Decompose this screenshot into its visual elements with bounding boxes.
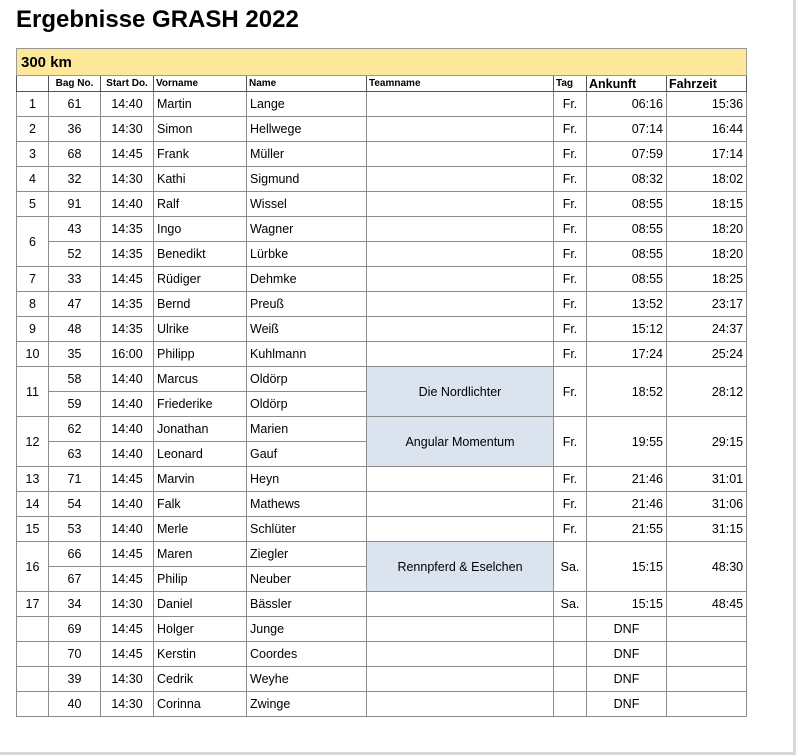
firstname-cell: Corinna [154,692,247,717]
firstname-cell: Kerstin [154,642,247,667]
rank-cell: 7 [17,267,49,292]
firstname-cell: Frank [154,142,247,167]
rank-cell [17,667,49,692]
day-cell: Sa. [554,592,587,617]
time-cell: 18:20 [667,217,747,242]
firstname-cell: Maren [154,542,247,567]
team-cell: Angular Momentum [367,417,554,467]
day-cell: Fr. [554,492,587,517]
bag-cell: 48 [49,317,101,342]
table-row [17,367,747,392]
bag-cell: 61 [49,92,101,117]
arrival-cell: 08:55 [587,267,667,292]
firstname-cell: Jonathan [154,417,247,442]
table-row [17,92,747,117]
time-cell: 24:37 [667,317,747,342]
firstname-cell: Benedikt [154,242,247,267]
bag-cell: 66 [49,542,101,567]
firstname-cell: Ralf [154,192,247,217]
table-row [17,117,747,142]
team-cell [367,517,554,542]
start-cell: 14:45 [101,567,154,592]
team-cell [367,342,554,367]
header-rank [17,76,49,92]
day-cell: Fr. [554,292,587,317]
arrival-cell: 08:55 [587,217,667,242]
arrival-cell: 18:52 [587,367,667,417]
start-cell: 14:45 [101,467,154,492]
rank-cell: 5 [17,192,49,217]
time-cell: 16:44 [667,117,747,142]
rank-cell: 14 [17,492,49,517]
lastname-cell: Gauf [247,442,367,467]
start-cell: 14:40 [101,492,154,517]
lastname-cell: Preuß [247,292,367,317]
team-cell [367,242,554,267]
header-day: Tag [554,76,587,92]
time-cell: 18:15 [667,192,747,217]
arrival-cell: 13:52 [587,292,667,317]
start-cell: 14:40 [101,417,154,442]
rank-cell: 10 [17,342,49,367]
header-teamname: Teamname [367,76,554,92]
table-row [17,192,747,217]
start-cell: 14:45 [101,142,154,167]
time-cell: 18:20 [667,242,747,267]
team-cell [367,142,554,167]
bag-cell: 67 [49,567,101,592]
start-cell: 14:30 [101,667,154,692]
day-cell: Sa. [554,542,587,592]
day-cell: Fr. [554,242,587,267]
time-cell: 31:06 [667,492,747,517]
start-cell: 14:30 [101,167,154,192]
team-cell [367,292,554,317]
team-cell [367,92,554,117]
day-cell: Fr. [554,517,587,542]
day-cell: Fr. [554,267,587,292]
header-bag: Bag No. [49,76,101,92]
table-row [17,167,747,192]
rank-cell: 16 [17,542,49,592]
rank-cell: 17 [17,592,49,617]
lastname-cell: Wissel [247,192,367,217]
table-row [17,667,747,692]
team-cell [367,592,554,617]
day-cell: Fr. [554,167,587,192]
lastname-cell: Dehmke [247,267,367,292]
arrival-cell: 15:15 [587,542,667,592]
rank-cell [17,692,49,717]
team-cell [367,467,554,492]
table-row [17,417,747,442]
table-row [17,292,747,317]
day-cell: Fr. [554,417,587,467]
team-cell [367,167,554,192]
time-cell: 17:14 [667,142,747,167]
rank-cell: 13 [17,467,49,492]
start-cell: 14:30 [101,592,154,617]
bag-cell: 91 [49,192,101,217]
arrival-cell: 15:12 [587,317,667,342]
day-cell: Fr. [554,92,587,117]
table-row [17,317,747,342]
bag-cell: 70 [49,642,101,667]
lastname-cell: Neuber [247,567,367,592]
team-cell [367,667,554,692]
start-cell: 14:40 [101,192,154,217]
start-cell: 14:40 [101,442,154,467]
day-cell: Fr. [554,217,587,242]
rank-cell: 2 [17,117,49,142]
team-cell [367,492,554,517]
start-cell: 14:35 [101,292,154,317]
header-time: Fahrzeit [667,76,747,92]
bag-cell: 54 [49,492,101,517]
firstname-cell: Holger [154,617,247,642]
bag-cell: 39 [49,667,101,692]
team-cell [367,267,554,292]
bag-cell: 40 [49,692,101,717]
time-cell: 18:25 [667,267,747,292]
lastname-cell: Lürbke [247,242,367,267]
bag-cell: 32 [49,167,101,192]
start-cell: 14:35 [101,317,154,342]
team-cell [367,192,554,217]
table-row [17,342,747,367]
start-cell: 14:35 [101,217,154,242]
time-cell: 25:24 [667,342,747,367]
header-arrival: Ankunft [587,76,667,92]
time-cell: 15:36 [667,92,747,117]
day-cell [554,642,587,667]
lastname-cell: Weiß [247,317,367,342]
start-cell: 14:30 [101,692,154,717]
rank-cell: 12 [17,417,49,467]
team-cell: Die Nordlichter [367,367,554,417]
lastname-cell: Coordes [247,642,367,667]
table-row [17,467,747,492]
start-cell: 14:40 [101,517,154,542]
section-title: 300 km [17,49,747,76]
arrival-cell: 21:46 [587,467,667,492]
rank-cell: 3 [17,142,49,167]
rank-cell: 9 [17,317,49,342]
bag-cell: 35 [49,342,101,367]
table-row [17,592,747,617]
team-cell [367,642,554,667]
team-cell [367,217,554,242]
lastname-cell: Hellwege [247,117,367,142]
arrival-cell: 08:55 [587,192,667,217]
day-cell: Fr. [554,467,587,492]
time-cell [667,667,747,692]
lastname-cell: Oldörp [247,392,367,417]
team-cell [367,117,554,142]
time-cell: 48:30 [667,542,747,592]
firstname-cell: Philip [154,567,247,592]
firstname-cell: Marvin [154,467,247,492]
arrival-cell: DNF [587,617,667,642]
arrival-cell: 07:59 [587,142,667,167]
table-row [17,617,747,642]
start-cell: 14:35 [101,242,154,267]
bag-cell: 63 [49,442,101,467]
time-cell [667,692,747,717]
time-cell [667,642,747,667]
day-cell: Fr. [554,142,587,167]
arrival-cell: 07:14 [587,117,667,142]
start-cell: 14:45 [101,642,154,667]
table-row [17,692,747,717]
firstname-cell: Merle [154,517,247,542]
time-cell: 18:02 [667,167,747,192]
arrival-cell: 19:55 [587,417,667,467]
firstname-cell: Ingo [154,217,247,242]
time-cell: 31:01 [667,467,747,492]
start-cell: 14:40 [101,367,154,392]
firstname-cell: Daniel [154,592,247,617]
time-cell: 48:45 [667,592,747,617]
table-row [17,217,747,242]
firstname-cell: Bernd [154,292,247,317]
rank-cell: 15 [17,517,49,542]
table-row [17,642,747,667]
start-cell: 14:45 [101,542,154,567]
team-cell [367,617,554,642]
arrival-cell: 21:46 [587,492,667,517]
team-cell [367,317,554,342]
arrival-cell: 15:15 [587,592,667,617]
bag-cell: 62 [49,417,101,442]
table-row [17,542,747,567]
lastname-cell: Zwinge [247,692,367,717]
rank-cell: 4 [17,167,49,192]
arrival-cell: 17:24 [587,342,667,367]
lastname-cell: Lange [247,92,367,117]
header-row [17,76,747,92]
bag-cell: 53 [49,517,101,542]
arrival-cell: 08:55 [587,242,667,267]
firstname-cell: Friederike [154,392,247,417]
table-row [17,242,747,267]
arrival-cell: 08:32 [587,167,667,192]
rank-cell: 8 [17,292,49,317]
lastname-cell: Kuhlmann [247,342,367,367]
time-cell: 29:15 [667,417,747,467]
firstname-cell: Philipp [154,342,247,367]
arrival-cell: DNF [587,642,667,667]
start-cell: 14:40 [101,392,154,417]
firstname-cell: Cedrik [154,667,247,692]
firstname-cell: Leonard [154,442,247,467]
firstname-cell: Kathi [154,167,247,192]
bag-cell: 59 [49,392,101,417]
rank-cell [17,642,49,667]
start-cell: 16:00 [101,342,154,367]
time-cell: 28:12 [667,367,747,417]
start-cell: 14:45 [101,267,154,292]
start-cell: 14:45 [101,617,154,642]
day-cell: Fr. [554,342,587,367]
bag-cell: 43 [49,217,101,242]
table-row [17,517,747,542]
rank-cell: 6 [17,217,49,267]
day-cell: Fr. [554,192,587,217]
bag-cell: 36 [49,117,101,142]
rank-cell: 11 [17,367,49,417]
bag-cell: 68 [49,142,101,167]
day-cell: Fr. [554,117,587,142]
time-cell: 23:17 [667,292,747,317]
results-table [16,48,747,717]
bag-cell: 33 [49,267,101,292]
firstname-cell: Rüdiger [154,267,247,292]
time-cell: 31:15 [667,517,747,542]
day-cell [554,692,587,717]
page-title: Ergebnisse GRASH 2022 [16,6,299,33]
lastname-cell: Schlüter [247,517,367,542]
table-row [17,267,747,292]
header-firstname: Vorname [154,76,247,92]
arrival-cell: 06:16 [587,92,667,117]
firstname-cell: Marcus [154,367,247,392]
lastname-cell: Ziegler [247,542,367,567]
firstname-cell: Simon [154,117,247,142]
bag-cell: 34 [49,592,101,617]
lastname-cell: Bässler [247,592,367,617]
team-cell: Rennpferd & Eselchen [367,542,554,592]
bag-cell: 52 [49,242,101,267]
lastname-cell: Junge [247,617,367,642]
rank-cell [17,617,49,642]
day-cell [554,617,587,642]
bag-cell: 71 [49,467,101,492]
bag-cell: 69 [49,617,101,642]
lastname-cell: Heyn [247,467,367,492]
lastname-cell: Sigmund [247,167,367,192]
lastname-cell: Weyhe [247,667,367,692]
day-cell [554,667,587,692]
start-cell: 14:30 [101,117,154,142]
lastname-cell: Müller [247,142,367,167]
firstname-cell: Ulrike [154,317,247,342]
start-cell: 14:40 [101,92,154,117]
time-cell [667,617,747,642]
day-cell: Fr. [554,367,587,417]
table-row [17,492,747,517]
rank-cell: 1 [17,92,49,117]
arrival-cell: 21:55 [587,517,667,542]
table-row [17,142,747,167]
lastname-cell: Mathews [247,492,367,517]
lastname-cell: Wagner [247,217,367,242]
arrival-cell: DNF [587,667,667,692]
bag-cell: 47 [49,292,101,317]
bag-cell: 58 [49,367,101,392]
firstname-cell: Martin [154,92,247,117]
team-cell [367,692,554,717]
firstname-cell: Falk [154,492,247,517]
lastname-cell: Oldörp [247,367,367,392]
header-start: Start Do. [101,76,154,92]
arrival-cell: DNF [587,692,667,717]
header-lastname: Name [247,76,367,92]
lastname-cell: Marien [247,417,367,442]
day-cell: Fr. [554,317,587,342]
